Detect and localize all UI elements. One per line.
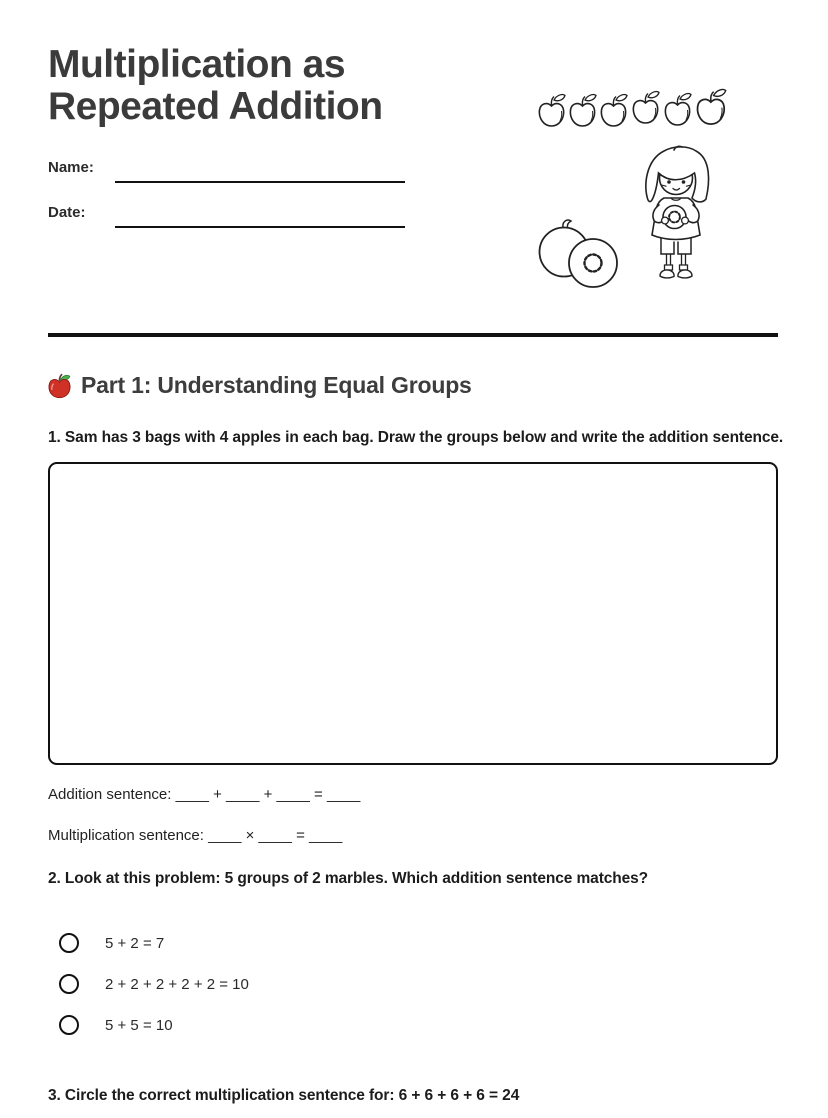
radio-button[interactable] xyxy=(59,933,79,953)
option-label: 2 + 2 + 2 + 2 + 2 = 10 xyxy=(105,975,249,993)
kiwi-pair-illustration xyxy=(537,214,619,290)
part1-heading-label: Part 1: Understanding Equal Groups xyxy=(81,372,472,398)
option-label: 5 + 5 = 10 xyxy=(105,1016,173,1034)
page-title: Multiplication as Repeated Addition xyxy=(48,43,383,129)
q2-option-2[interactable] xyxy=(59,973,249,995)
drawing-area-box[interactable] xyxy=(48,462,778,765)
addition-sentence-blank: Addition sentence: ____ + ____ + ____ = ____ xyxy=(48,786,361,803)
q2-option-1[interactable] xyxy=(59,932,164,954)
question-2-text: 2. Look at this problem: 5 groups of 2 marbles. Which addition sentence matches? xyxy=(48,870,649,887)
apples-row-illustration xyxy=(538,82,740,132)
name-label: Name: xyxy=(48,159,94,176)
date-label: Date: xyxy=(48,204,86,221)
girl-holding-kiwi-illustration xyxy=(630,142,722,282)
radio-button[interactable] xyxy=(59,974,79,994)
section-divider xyxy=(48,333,778,337)
red-apple-icon xyxy=(48,373,71,399)
question-1-text: 1. Sam has 3 bags with 4 apples in each bag. Draw the groups below and write the addition sentence. xyxy=(48,429,784,446)
q2-option-3[interactable] xyxy=(59,1014,173,1036)
name-input-line[interactable] xyxy=(115,181,405,183)
part1-heading xyxy=(48,372,472,399)
question-3-text: 3. Circle the correct multiplication sentence for: 6 + 6 + 6 + 6 = 24 xyxy=(48,1087,520,1104)
radio-button[interactable] xyxy=(59,1015,79,1035)
option-label: 5 + 2 = 7 xyxy=(105,934,165,952)
multiplication-sentence-blank: Multiplication sentence: ____ × ____ = ____ xyxy=(48,827,343,844)
date-input-line[interactable] xyxy=(115,226,405,228)
